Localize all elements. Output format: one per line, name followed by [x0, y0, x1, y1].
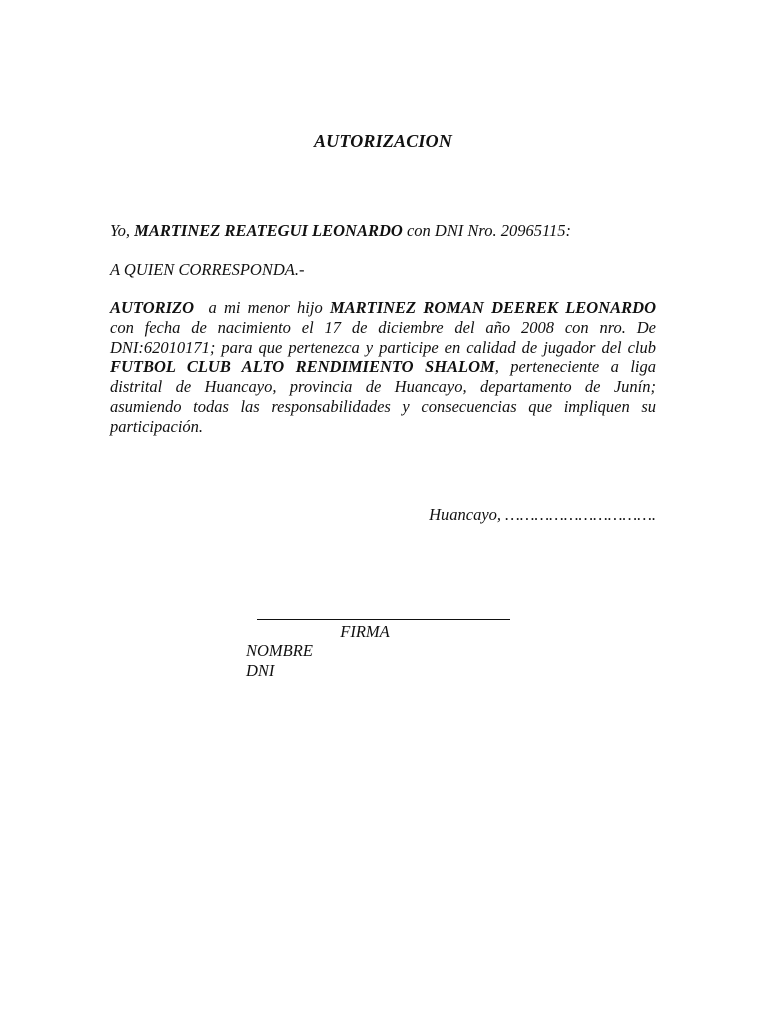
greeting-suffix: con DNI Nro. 20965115: — [402, 221, 572, 240]
body-text-2: con fecha de nacimiento el 17 de diciembre del año 2008 con nro. De DNI:62010171; para que pertenezca y participe en calidad de jugador del club — [110, 317, 656, 357]
signature-line — [257, 619, 510, 620]
club-name: FUTBOL CLUB ALTO RENDIMIENTO SHALOM — [110, 357, 495, 377]
parent-name: MARTINEZ REATEGUI LEONARDO — [134, 221, 403, 240]
body-paragraph — [110, 298, 656, 437]
body-text-3: , perteneciente a liga distrital de Huancayo, provincia de Huancayo, departamento de Junín; asumiendo todas las responsabilidades y consecuencias que impliquen su participación. — [110, 357, 656, 436]
authorize-verb: AUTORIZO — [110, 298, 195, 317]
greeting-prefix: Yo, — [110, 221, 135, 240]
body-text-1: a mi menor hijo — [194, 298, 330, 317]
nombre-label: NOMBRE — [246, 641, 313, 660]
dni-label: DNI — [246, 661, 275, 680]
firma-label: FIRMA — [340, 622, 390, 641]
greeting-line — [110, 221, 656, 241]
salutation: A QUIEN CORRESPONDA.- — [110, 260, 305, 279]
child-name: MARTINEZ ROMAN DEEREK LEONARDO — [329, 298, 656, 317]
place-date: Huancayo, …………………………. — [429, 505, 656, 524]
document-title: AUTORIZACION — [313, 131, 453, 151]
